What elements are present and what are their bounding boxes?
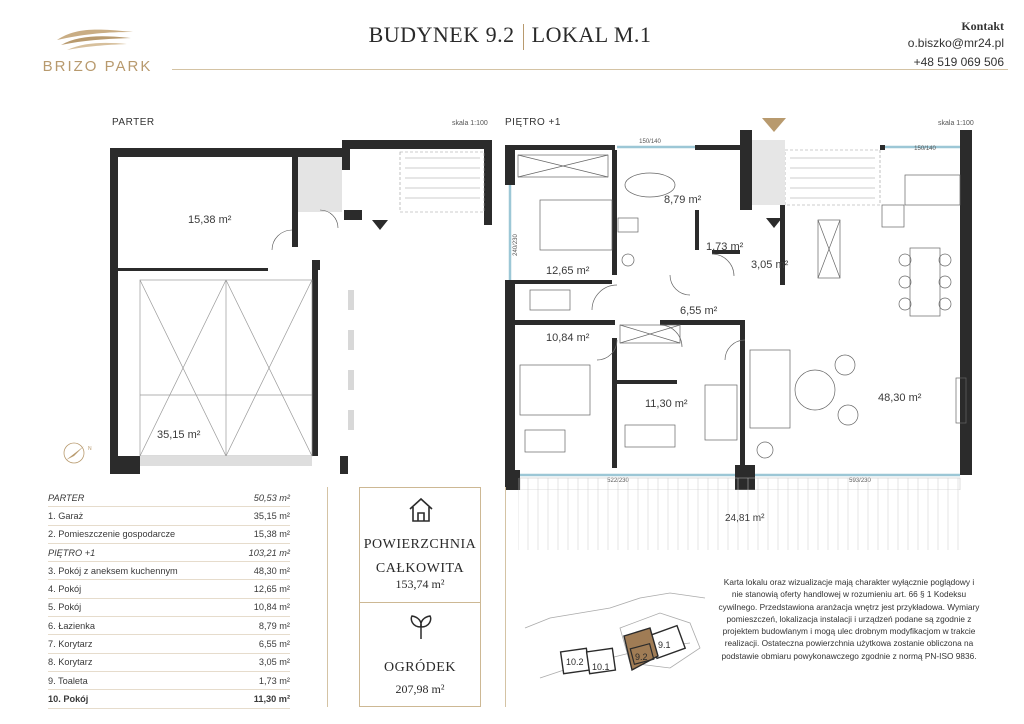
first-plan-scale: skala 1:100	[938, 120, 974, 127]
table-row: 4. Pokój 12,65 m²	[48, 580, 290, 598]
room-living-area: 48,30 m²	[878, 392, 922, 404]
disclaimer-text: Karta lokalu oraz wizualizacje mają charakter wyłącznie poglądowy i nie stanowią oferty handlowej w rozumieniu art. 66 § 1 Kodeksu cywilnego. Przedstawiona aranżacja wnętrz jest przykładowa. Wymiary pomieszczeń, lokalizacja instalacji i urządzeń podane są zgodnie z projektem budowlanym i mogą ulec drobnym modyfikacjom w trakcie realizacji. Ostateczna powierzchnia użytkowa zostanie obliczona na podstawie obmiaru powykonawczego zgodnie z normą PN-ISO 9836.	[718, 577, 980, 661]
leaf-icon	[406, 613, 436, 641]
building-label: 10.2	[566, 657, 584, 667]
window-label-top-right: 150/140	[914, 146, 936, 152]
window-label-left: 240/230	[513, 234, 519, 256]
room-bedroom-3-area: 11,30 m²	[645, 398, 688, 410]
house-icon	[407, 496, 435, 524]
contact-label: Kontakt	[961, 19, 1004, 33]
total-value: 153,74 m²	[395, 577, 445, 591]
contact-phone[interactable]: +48 519 069 506	[913, 55, 1004, 69]
summary-divider	[360, 602, 480, 603]
table-row: PARTER 50,53 m²	[48, 489, 290, 507]
room-garden-area: 24,81 m²	[725, 513, 765, 524]
divider	[505, 487, 506, 707]
table-row: 7. Korytarz 6,55 m²	[48, 635, 290, 653]
building-label: 9.2	[635, 652, 648, 662]
summary-box	[359, 487, 481, 707]
contact-block	[908, 18, 1004, 71]
room-storage-area: 15,38 m²	[188, 214, 232, 226]
table-row: 2. Pomieszczenie gospodarcze 15,38 m²	[48, 526, 290, 544]
table-row: 6. Łazienka 8,79 m²	[48, 617, 290, 635]
room-bedroom-2-area: 10,84 m²	[546, 332, 590, 344]
ground-plan-label: PARTER	[112, 117, 155, 128]
area-table	[48, 489, 290, 709]
title-separator	[523, 24, 524, 50]
table-row: 10. Pokój 11,30 m²	[48, 690, 290, 708]
garden-value: 207,98 m²	[395, 682, 445, 696]
first-floor-plan	[500, 110, 980, 490]
table-row: 1. Garaż 35,15 m²	[48, 507, 290, 525]
total-title-2: CAŁKOWITA	[375, 561, 465, 576]
title-building: BUDYNEK 9.2	[368, 22, 515, 47]
svg-text:N: N	[88, 446, 92, 452]
first-plan-label: PIĘTRO +1	[505, 117, 561, 128]
table-row: PIĘTRO +1 103,21 m²	[48, 544, 290, 562]
logo-text: BRIZO PARK	[42, 58, 153, 75]
room-corridor-area: 6,55 m²	[680, 305, 718, 317]
room-corridor-small-area: 3,05 m²	[751, 259, 789, 271]
room-garage-area: 35,15 m²	[157, 429, 201, 441]
ground-floor-plan	[60, 130, 500, 480]
wave-logo-icon	[55, 26, 135, 52]
table-row: 3. Pokój z aneksem kuchennym 48,30 m²	[48, 562, 290, 580]
table-row: 8. Korytarz 3,05 m²	[48, 654, 290, 672]
title-unit: LOKAL M.1	[531, 22, 652, 47]
room-toilet-area: 1,73 m²	[706, 241, 744, 253]
room-bathroom-area: 8,79 m²	[664, 194, 702, 206]
window-label-top-left: 150/140	[639, 139, 661, 145]
window-label-bottom-right: 593/230	[849, 478, 871, 484]
building-label: 9.1	[658, 640, 671, 650]
compass-icon	[64, 443, 92, 463]
site-map	[520, 568, 715, 696]
building-label: 10.1	[592, 662, 610, 672]
contact-email[interactable]: o.biszko@mr24.pl	[907, 36, 1004, 50]
total-title-1: POWIERZCHNIA	[363, 537, 477, 552]
divider	[327, 487, 328, 707]
room-bedroom-1-area: 12,65 m²	[546, 265, 590, 277]
garden-title: OGRÓDEK	[384, 660, 456, 675]
window-label-bottom-left: 522/230	[607, 478, 629, 484]
page-title	[320, 22, 700, 50]
table-row: 9. Toaleta 1,73 m²	[48, 672, 290, 690]
table-row: 5. Pokój 10,84 m²	[48, 599, 290, 617]
header-divider	[172, 69, 1008, 70]
ground-plan-scale: skala 1:100	[452, 120, 488, 127]
